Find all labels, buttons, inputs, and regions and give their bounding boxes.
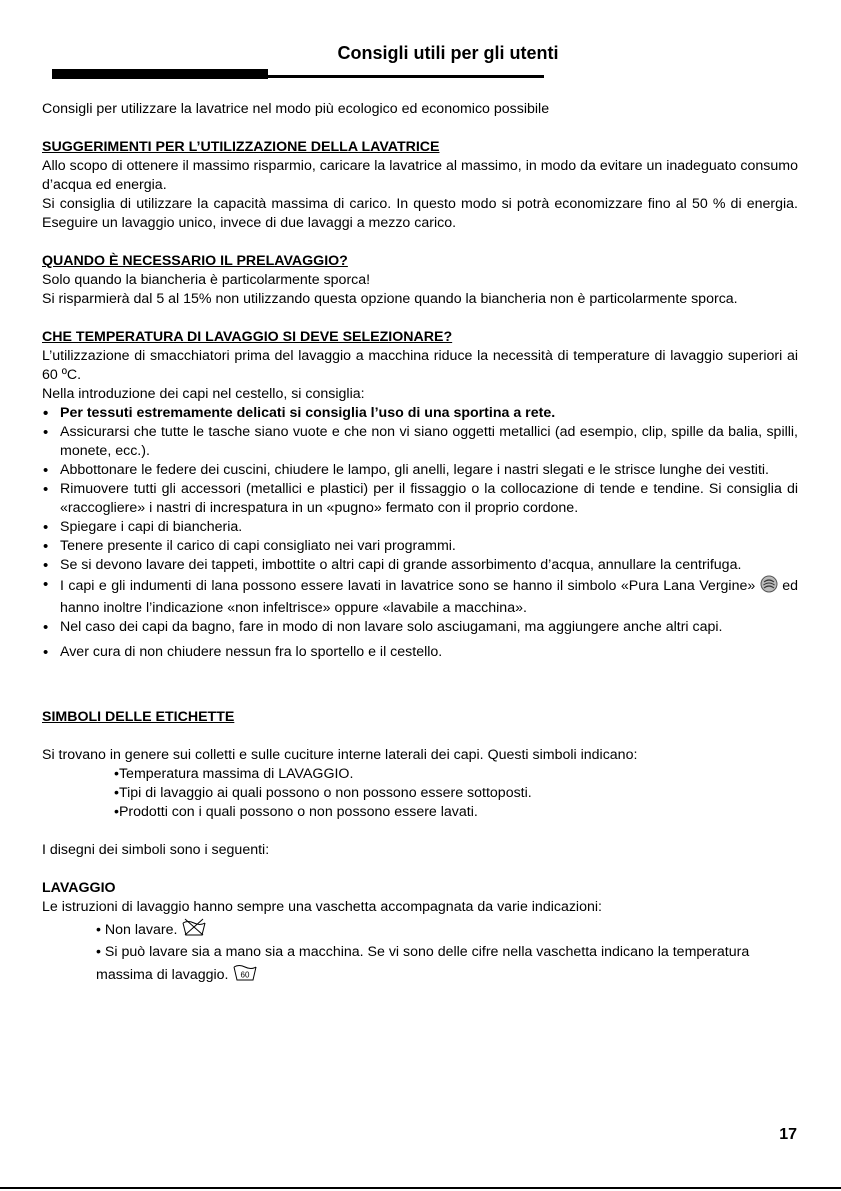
paragraph: Solo quando la biancheria è particolarmente sporca! <box>42 272 371 288</box>
section-heading-simboli: SIMBOLI DELLE ETICHETTE <box>42 709 235 725</box>
section-heading-suggerimenti: SUGGERIMENTI PER L’UTILIZZAZIONE DELLA LAVATRICE <box>42 139 440 155</box>
list-item <box>42 575 798 618</box>
paragraph: Nella introduzione dei capi nel cestello, si consiglia: <box>42 386 365 402</box>
paragraph: L’utilizzazione di smacchiatori prima del lavaggio a macchina riduce la necessità di temperature di lavaggio superiori ai 60 ºC. <box>42 348 798 383</box>
list-item: • Per tessuti estremamente delicati si consiglia l’uso di una sportina a rete. <box>42 404 798 423</box>
section-heading-prelavaggio: QUANDO È NECESSARIO IL PRELAVAGGIO? <box>42 253 348 269</box>
list-item <box>96 943 798 988</box>
list-item: • Se si devono lavare dei tappeti, imbottite o altri capi di grande assorbimento d’acqua, annullare la centrifuga. <box>42 556 798 575</box>
list-item: • Prodotti con i quali possono o non possono essere lavati. <box>114 803 798 822</box>
list-item: • Nel caso dei capi da bagno, fare in modo di non lavare solo asciugamani, ma aggiungere anche altri capi. <box>42 618 798 637</box>
paragraph: Le istruzioni di lavaggio hanno sempre una vaschetta accompagnata da varie indicazioni: <box>42 899 602 915</box>
list-item: • Spiegare i capi di biancheria. <box>42 518 798 537</box>
paragraph: Si consiglia di utilizzare la capacità massima di carico. In questo modo si potrà economizzare fino al 50 % di energia. Eseguire un lavaggio unico, invece di due lavaggi a mezzo carico. <box>42 196 798 231</box>
section-heading-lavaggio: LAVAGGIO <box>42 880 116 896</box>
list-item-text: Si può lavare sia a mano sia a macchina. Se vi sono delle cifre nella vaschetta indicano la temperatura massima di lavaggio. <box>96 944 750 983</box>
wash-tub-temperature: 60 <box>240 970 250 980</box>
pure-wool-icon <box>760 575 778 599</box>
list-item: • Aver cura di non chiudere nessun fra lo sportello e il cestello. <box>42 643 798 662</box>
symbols-list <box>42 765 798 822</box>
page-content <box>42 100 798 988</box>
section-heading-temperatura: CHE TEMPERATURA DI LAVAGGIO SI DEVE SELEZIONARE? <box>42 329 453 345</box>
paragraph: Si trovano in genere sui colletti e sulle cuciture interne laterali dei capi. Questi simboli indicano: <box>42 747 638 763</box>
list-item-text: Non lavare. <box>104 922 178 938</box>
paragraph: Si risparmierà dal 5 al 15% non utilizzando questa opzione quando la biancheria non è particolarmente sporca. <box>42 291 738 307</box>
page-title: Consigli utili per gli utenti <box>337 43 559 63</box>
list-item <box>96 917 798 943</box>
do-not-wash-icon <box>181 917 207 943</box>
header-rule-thin <box>268 75 544 78</box>
paragraph: I disegni dei simboli sono i seguenti: <box>42 842 270 858</box>
list-item: • Abbottonare le federe dei cuscini, chiudere le lampo, gli anelli, legare i nastri slegati e le strisce lunghe dei vestiti. <box>42 461 798 480</box>
list-item: • Assicurarsi che tutte le tasche siano vuote e che non vi siano oggetti metallici (ad esempio, clip, spille da balia, spilli, monete, ecc.). <box>42 423 798 461</box>
intro-text: Consigli per utilizzare la lavatrice nel modo più ecologico ed economico possibile <box>42 101 550 117</box>
list-item: • Rimuovere tutti gli accessori (metallici e plastici) per il fissaggio o la collocazione di tende e tendine. Si consiglia di «raccogliere» i nastri di increspatura in un «pugno» fermato con il proprio cordone. <box>42 480 798 518</box>
list-item-text: I capi e gli indumenti di lana possono essere lavati in lavatrice sono se hanno il simbolo «Pura Lana Vergine» <box>60 578 756 594</box>
list-item: • Tipi di lavaggio ai quali possono o non possono essere sottoposti. <box>114 784 798 803</box>
bottom-rule <box>0 1187 841 1189</box>
advice-list <box>42 404 798 662</box>
list-item: • Temperatura massima di LAVAGGIO. <box>114 765 798 784</box>
paragraph: Allo scopo di ottenere il massimo risparmio, caricare la lavatrice al massimo, in modo da evitare un inadeguato consumo d’acqua ed energia. <box>42 158 798 193</box>
wash-tub-icon <box>232 962 258 988</box>
list-item-text: ed hanno inoltre l’indicazione «non infeltrisce» oppure «lavabile a macchina». <box>60 578 798 616</box>
header-rule-thick <box>52 69 268 79</box>
page-number: 17 <box>779 1126 797 1143</box>
list-item: • Tenere presente il carico di capi consigliato nei vari programmi. <box>42 537 798 556</box>
wash-list <box>42 917 798 988</box>
